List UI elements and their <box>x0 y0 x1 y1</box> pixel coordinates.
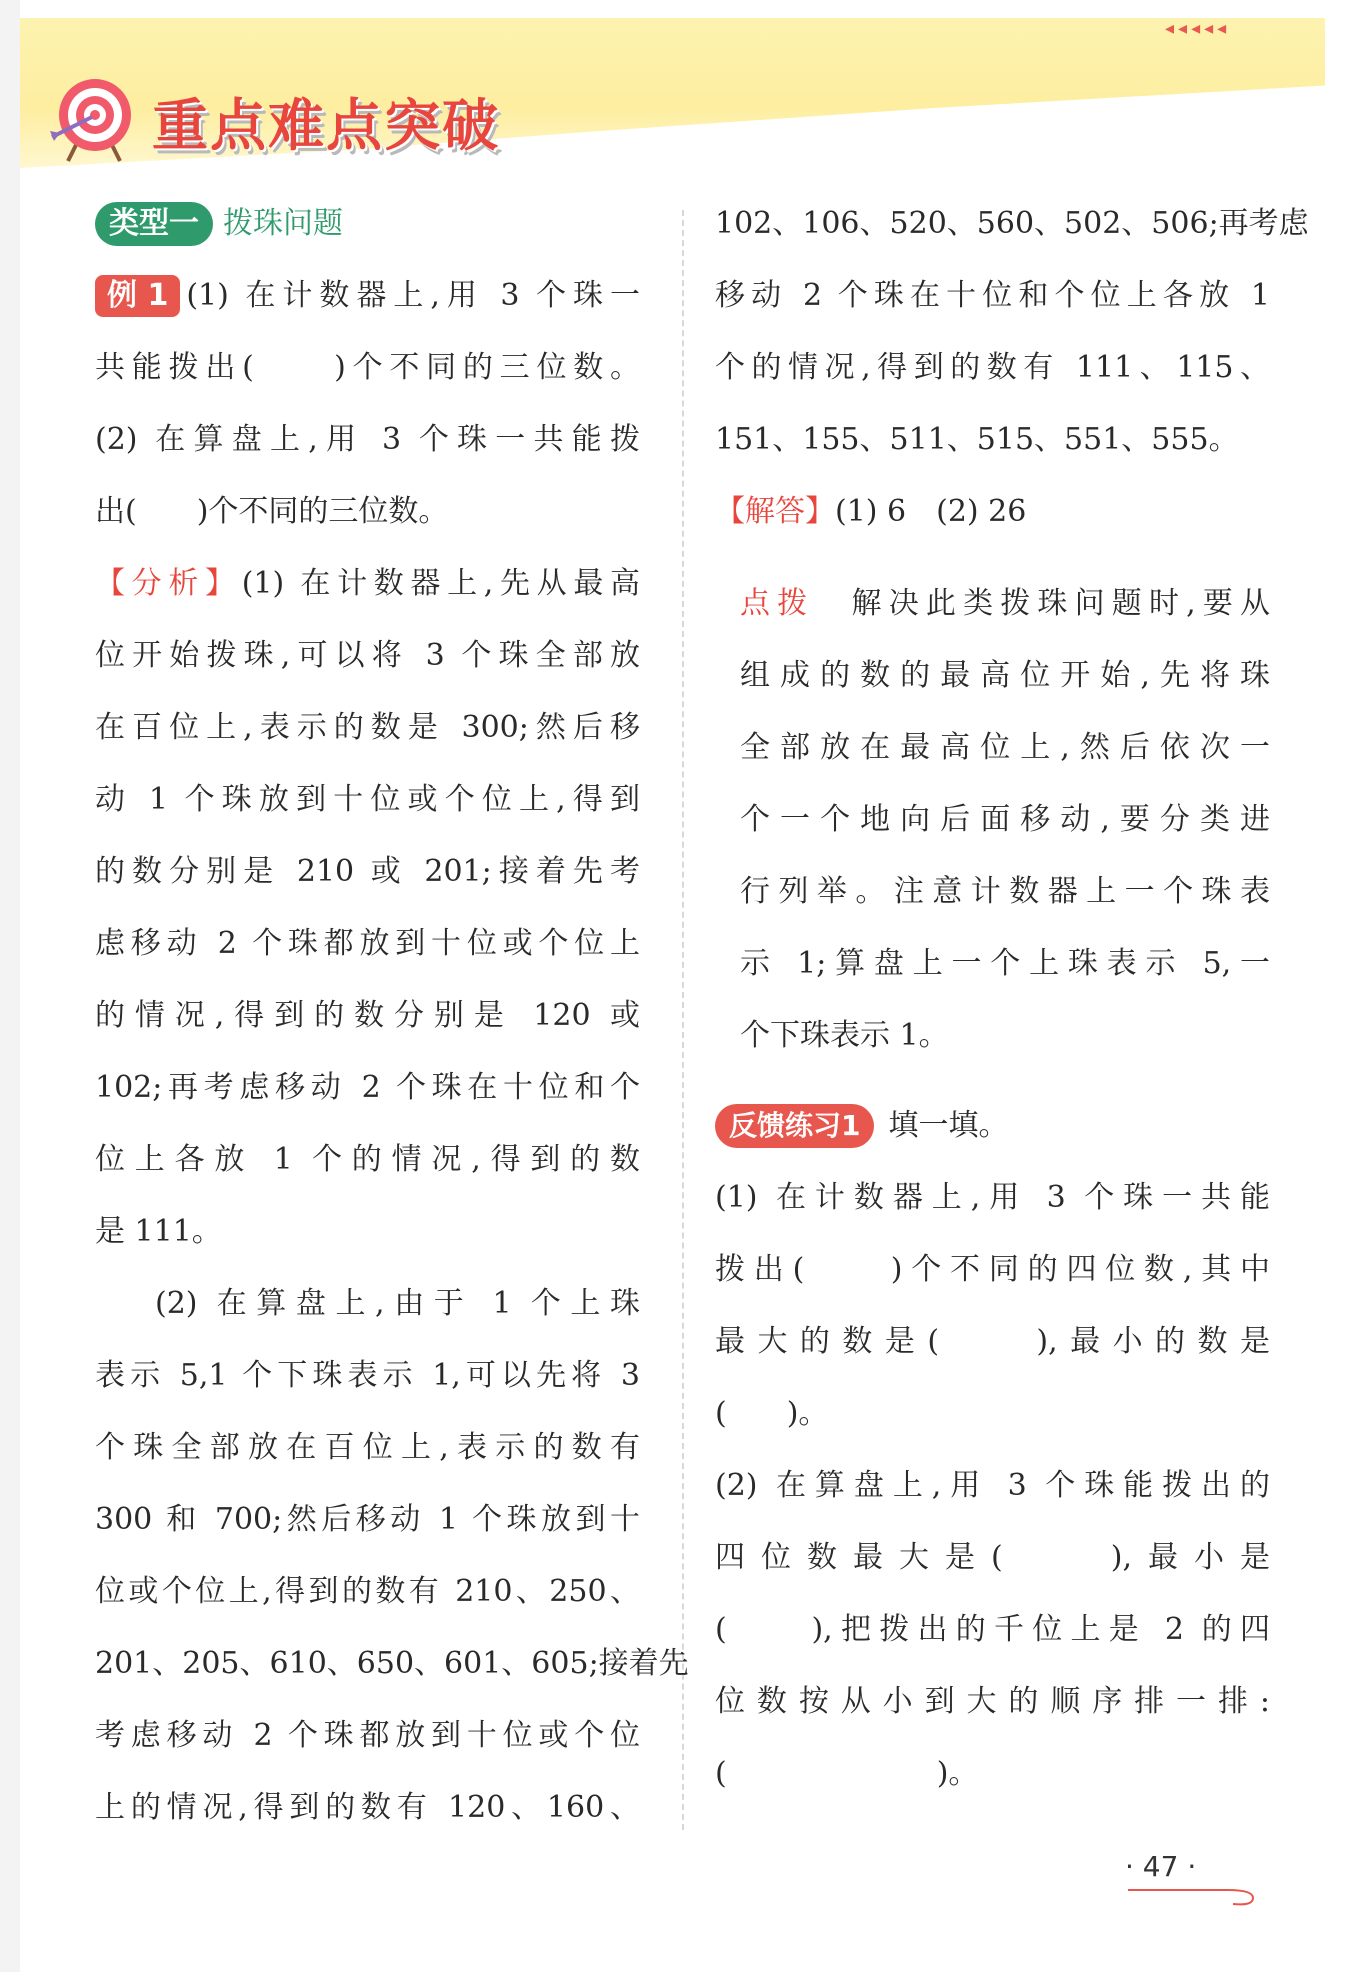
page-edge <box>0 0 20 1972</box>
analysis-line: 位上各放 1 个的情况,得到的数 <box>95 1142 640 1177</box>
answer-line <box>715 476 1270 548</box>
analysis-line: 上的情况,得到的数有 120、160、 <box>95 1790 640 1825</box>
tip-tag: 点拨 <box>740 586 815 621</box>
type-heading <box>95 188 640 260</box>
right-column <box>715 188 1309 1810</box>
tip-line: 个下珠表示 1。 <box>740 1018 949 1053</box>
analysis-line: 是 111。 <box>95 1214 222 1249</box>
analysis-line: 表示 5,1 个下珠表示 1,可以先将 3 <box>95 1358 640 1393</box>
analysis-line: 虑移动 2 个珠都放到十位或个位上 <box>95 926 640 961</box>
example-line: 出( )个不同的三位数。 <box>95 494 449 529</box>
answer-text: (1) 6 (2) 26 <box>835 494 1027 529</box>
tip-line: 个一个地向后面移动,要分类进 <box>740 802 1270 837</box>
example-line: 例 1 (1) 在计数器上,用 3 个珠一 <box>95 260 640 332</box>
analysis-line: 移动 2 个珠在十位和个位上各放 1 <box>715 278 1270 313</box>
analysis-line: 【分析】(1) 在计数器上,先从最高 <box>95 566 641 601</box>
feedback-section <box>715 1090 1270 1810</box>
type-title: 拨珠问题 <box>223 206 343 241</box>
analysis-line: 在百位上,表示的数是 300;然后移 <box>95 710 640 745</box>
analysis-line: 的数分别是 210 或 201;接着先考 <box>95 854 640 889</box>
feedback-line: 最大的数是( ),最小的数是 <box>715 1324 1270 1359</box>
feedback-line: ( ),把拨出的千位上是 2 的四 <box>715 1612 1270 1647</box>
analysis-line: 动 1 个珠放到十位或个位上,得到 <box>95 782 640 817</box>
feedback-line: ( )。 <box>715 1756 979 1791</box>
page-swoosh-decoration <box>1128 1880 1258 1910</box>
analysis-tag: 【分析】 <box>95 566 242 601</box>
analysis-line: 的情况,得到的数分别是 120 或 <box>95 998 640 1033</box>
example-line: 共能拨出( )个不同的三位数。 <box>95 350 640 385</box>
feedback-title: 填一填。 <box>888 1108 1009 1143</box>
feedback-line: 拨出( )个不同的四位数,其中 <box>715 1252 1270 1287</box>
analysis-line: 102、106、520、560、502、506;再考虑 <box>715 206 1309 241</box>
page-number: · 47 · <box>1125 1850 1197 1883</box>
tip-line: 点拨 解决此类拨珠问题时,要从 <box>740 586 1271 621</box>
analysis-line: 个的情况,得到的数有 111、115、 <box>715 350 1270 385</box>
example-badge: 例 1 <box>95 275 180 317</box>
tip-line: 全部放在最高位上,然后依次一 <box>740 730 1270 765</box>
analysis-line: 考虑移动 2 个珠都放到十位或个位 <box>95 1718 640 1753</box>
analysis-line: (2) 在算盘上,由于 1 个上珠 <box>155 1286 640 1321</box>
analysis-line: 102;再考虑移动 2 个珠在十位和个 <box>95 1070 640 1105</box>
type-badge: 类型一 <box>95 202 213 246</box>
analysis-line: 300 和 700;然后移动 1 个珠放到十 <box>95 1502 640 1537</box>
tip-line: 行列举。注意计数器上一个珠表 <box>740 874 1270 909</box>
column-divider <box>682 210 684 1830</box>
feedback-line: 四位数最大是( ),最小是 <box>715 1540 1270 1575</box>
feedback-badge: 反馈练习1 <box>715 1104 874 1148</box>
feedback-line: (2) 在算盘上,用 3 个珠能拨出的 <box>715 1468 1270 1503</box>
tip-line: 组成的数的最高位开始,先将珠 <box>740 658 1270 693</box>
page-title: 重点难点突破 <box>152 94 500 159</box>
tip-box <box>715 568 1270 1072</box>
example-line: (2) 在算盘上,用 3 个珠一共能拨 <box>95 422 640 457</box>
feedback-line: ( )。 <box>715 1396 829 1431</box>
analysis-line: 151、155、511、515、551、555。 <box>715 422 1239 457</box>
analysis-line: 位开始拨珠,可以将 3 个珠全部放 <box>95 638 640 673</box>
tip-line: 示 1;算盘上一个上珠表示 5,一 <box>740 946 1270 981</box>
left-column <box>95 188 689 1844</box>
banner-arrows: ◂◂◂◂◂ <box>1165 18 1231 39</box>
feedback-line: 位数按从小到大的顺序排一排: <box>715 1684 1270 1719</box>
answer-tag: 【解答】 <box>715 494 835 529</box>
analysis-line: 位或个位上,得到的数有 210、250、 <box>95 1574 640 1609</box>
feedback-line: (1) 在计数器上,用 3 个珠一共能 <box>715 1180 1270 1215</box>
analysis-line: 201、205、610、650、601、605;接着先 <box>95 1646 689 1681</box>
target-icon <box>50 75 140 165</box>
feedback-heading <box>715 1090 1270 1162</box>
analysis-line: 个珠全部放在百位上,表示的数有 <box>95 1430 640 1465</box>
